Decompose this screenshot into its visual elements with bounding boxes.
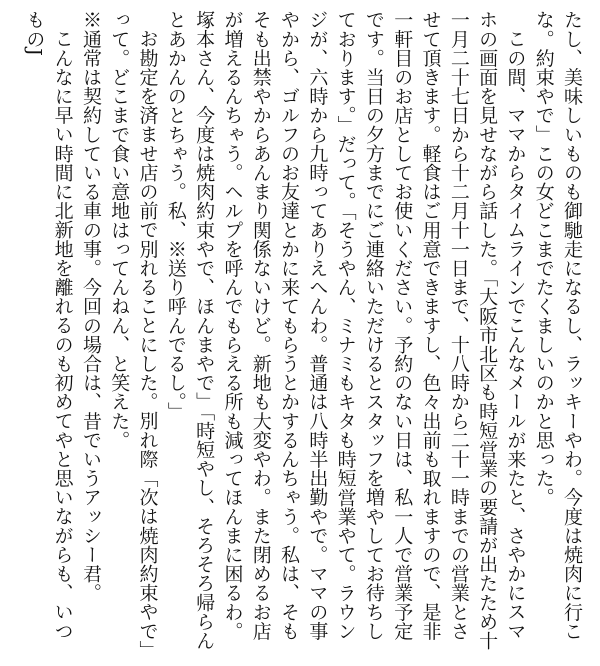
footnote-paragraph: ※通常は契約している車の事。今回の場合は、昔でいうアッシー君。 [79,10,102,603]
vertical-text-body [14,10,586,650]
paragraph-5: こんなに早い時間に北新地を離れるのも初めてやと思いながらも、いつものJ [23,10,74,641]
paragraph-3: お勘定を済ませ店の前で別れることにした。別れ際「次は焼肉約束やで」って。どこまで食い意地はってんねん、と笑えた。 [108,10,159,650]
paragraph-1: たし、美味しいものも御馳走になるし、ラッキーやわ。今度は焼肉に行こな。約束やで」この女どこまでたくましいのかと思った。 [532,10,583,641]
paragraph-2: この間、ママからタイムラインでこんなメールが来たと、さやかにスマホの画面を見せながら話した。「大阪市北区も時短営業の要請が出たため十一月二十七日から十二月十一日まで、十八時から二十一時までの営業とさせて頂きます。軽食はご用意できますし、色々出前も取れますので、是非一軒目のお店としてお使いください。予約のない日は、私一人で営業予定です。当日の夕方までにご連絡いただけるとスタッフを増やしてお待ちしております。」だって。「そうやん、ミナミもキタも時短営業やて。ラウンジが、六時から九時ってありえへんわ。普通は八時半出勤やで。ママの事やから、ゴルフのお友達とかに来てもらうとかするんちゃう。私は、そもそも出禁やからあんまり関係ないけど。新地も大変やわ。また閉めるお店が増えるんちゃう。ヘルプを呼んでもらえる所も減ってほんまに困るわ。塚本さん、今度は焼肉約束やで、ほんまやで」「時短やし、そろそろ帰らんとあかんのとちゃう。私、※送り呼んでるし。」 [164,10,527,650]
